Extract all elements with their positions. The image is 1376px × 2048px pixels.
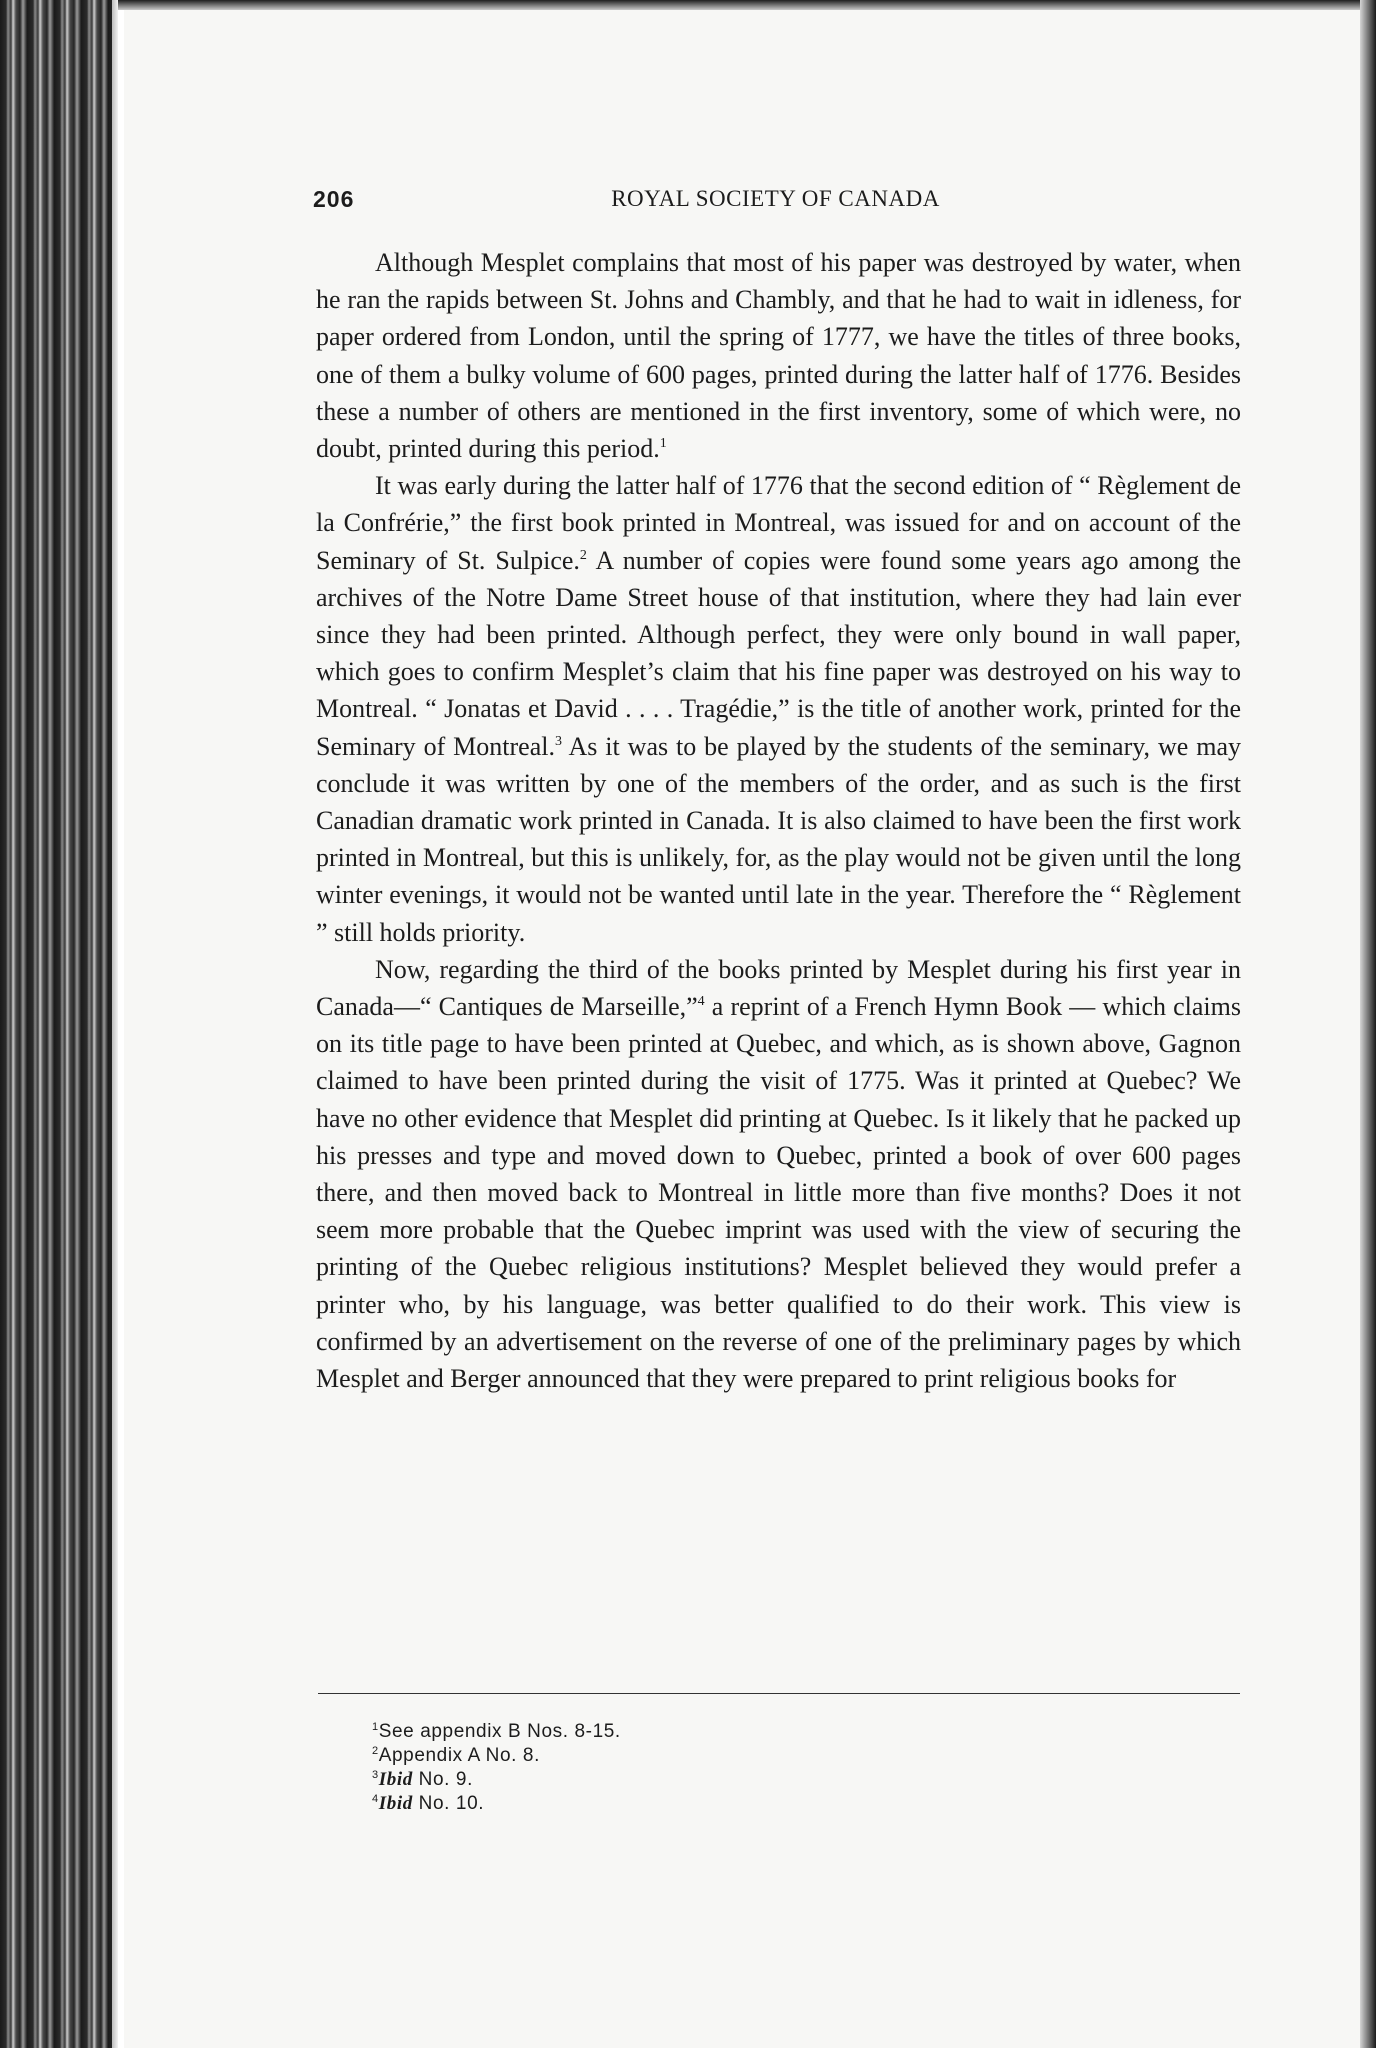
body-text: [316, 244, 1241, 1397]
paragraph: [316, 951, 1241, 1397]
paragraph-text: It was early during the latter half of 1776 that the second edition of “ Règlement de la Confrérie,” the first book printed in Montreal, was issued for and on account of the Seminary of St. Sulpice.: [316, 471, 1241, 575]
running-title: ROYAL SOCIETY OF CANADA: [611, 186, 940, 211]
footnote-reference: 4: [697, 994, 705, 1010]
scan-border-right: [1360, 0, 1376, 2048]
paragraph-text: A number of copies were found some years ago among the archives of the Notre Dame Street house of that institution, where they had lain ever since they had been printed. Although perfect, they were only bound in wall paper, which goes to confirm Mesplet’s claim that his fine paper was destroyed on his way to Montreal. “ Jonatas et David . . . . Tragédie,” is the title of another work, printed for the Seminary of Montreal.: [316, 545, 1241, 761]
footnote-text: See appendix B Nos. 8-15.: [378, 1721, 621, 1742]
footnote-marker: 4: [372, 1793, 379, 1805]
footnotes: [372, 1720, 1072, 1816]
footnote: [372, 1768, 1072, 1792]
scan-border-top: [118, 0, 1376, 10]
footnote-reference: 1: [659, 436, 667, 452]
footnote-marker: 1: [372, 1721, 379, 1733]
footnote-text: No. 10.: [412, 1793, 485, 1814]
footnote-ibid: Ibid: [378, 1769, 413, 1790]
footnote: [372, 1792, 1072, 1816]
page-number: 206: [313, 186, 355, 212]
footnote: [372, 1744, 1072, 1768]
page-header: [313, 186, 1238, 220]
footnote-text: No. 9.: [412, 1769, 473, 1790]
footnote: [372, 1720, 1072, 1744]
footnote-divider: [318, 1693, 1240, 1694]
paragraph-text: As it was to be played by the students of the seminary, we may conclude it was written by one of the members of the order, and as such is the first Canadian dramatic work printed in Canada. It is also claimed to have been the first work printed in Montreal, but this is unlikely, for, as the play would not be given until the long winter evenings, it would not be wanted until late in the year. Therefore the “ Règlement ” still holds priority.: [316, 731, 1241, 947]
footnote-marker: 3: [372, 1769, 379, 1781]
footnote-text: Appendix A No. 8.: [378, 1745, 540, 1766]
footnote-reference: 2: [579, 547, 587, 563]
scan-border-left: [0, 0, 118, 2048]
footnote-ibid: Ibid: [378, 1793, 413, 1814]
paragraph-text: a reprint of a French Hymn Book — which claims on its title page to have been printed at Quebec, and which, as is shown above, Gagnon claimed to have been printed during the visit of 1775. Was it printed at Quebec? We have no other evidence that Mesplet did printing at Quebec. Is it likely that he packed up his presses and type and moved down to Quebec, printed a book of over 600 pages there, and then moved back to Montreal in little more than five months? Does it not seem more probable that the Quebec imprint was used with the view of securing the printing of the Quebec religious institutions? Mesplet believed they would prefer a printer who, by his language, was better qualified to do their work. This view is confirmed by an advertisement on the reverse of one of the preliminary pages by which Mesplet and Berger announced that they were prepared to print religious books for: [316, 992, 1241, 1394]
paragraph-text: Now, regarding the third of the books printed by Mesplet during his first year in Canada—“ Cantiques de Marseille,”: [316, 954, 1241, 1022]
paragraph-text: Although Mesplet complains that most of his paper was destroyed by water, when he ran the rapids between St. Johns and Chambly, and that he had to wait in idleness, for paper ordered from London, until the spring of 1777, we have the titles of three books, one of them a bulky volume of 600 pages, printed during the latter half of 1776. Besides these a number of others are mentioned in the first inventory, some of which were, no doubt, printed during this period.: [316, 248, 1241, 464]
footnote-reference: 3: [554, 733, 562, 749]
footnote-marker: 2: [372, 1745, 379, 1757]
paragraph: [316, 467, 1241, 951]
paragraph: [316, 244, 1241, 467]
